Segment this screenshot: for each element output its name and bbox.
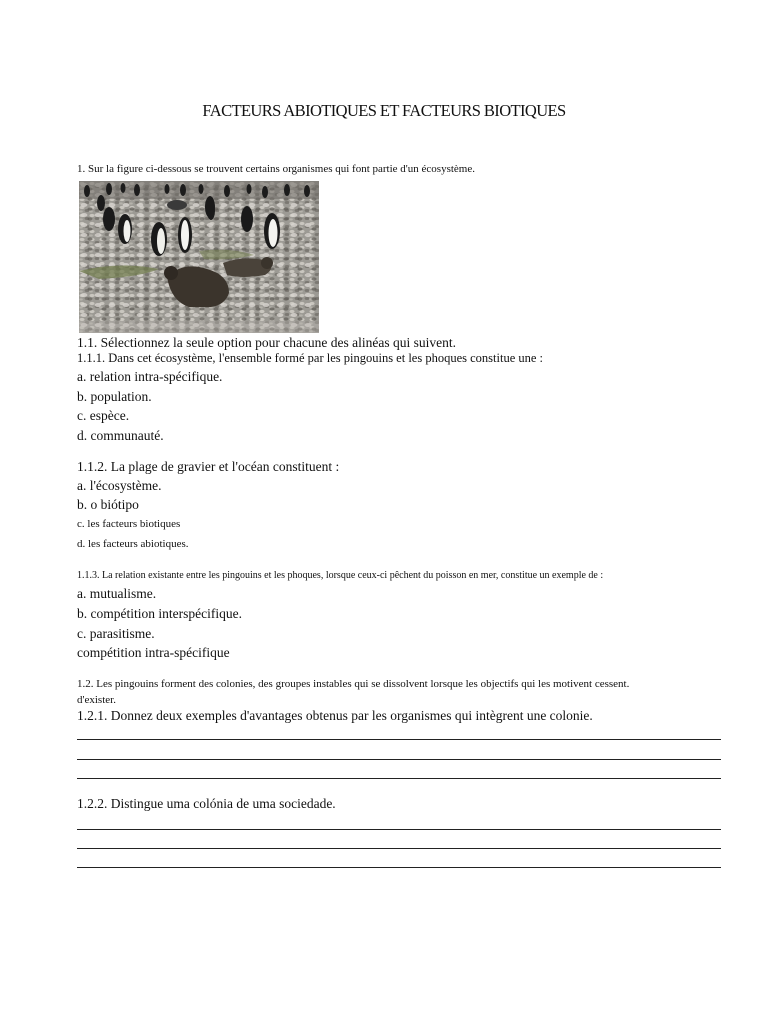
question-1-1-2: 1.1.2. La plage de gravier et l'océan constituent : [77, 459, 340, 474]
answer-line[interactable] [77, 848, 721, 849]
question-1-1-3: 1.1.3. La relation existante entre les pingouins et les phoques, lorsque ceux-ci pêchent du poisson en mer, constitue un exemple de : [77, 570, 604, 581]
option-1-1-2-a: a. l'écosystème. [77, 478, 162, 493]
option-1-1-1-d: d. communauté. [77, 428, 164, 443]
option-1-1-1-c: c. espèce. [77, 408, 130, 423]
option-1-1-3-d: compétition intra-spécifique [77, 645, 230, 660]
question-1-2-intro-continued: d'exister. [77, 694, 116, 706]
option-1-1-3-b: b. compétition interspécifique. [77, 606, 242, 621]
option-1-1-2-b: b. o biótipo [77, 497, 139, 512]
answer-line[interactable] [77, 867, 721, 868]
page-title: FACTEURS ABIOTIQUES ET FACTEURS BIOTIQUES [202, 101, 566, 120]
answer-line[interactable] [77, 778, 721, 779]
option-1-1-1-b: b. population. [77, 389, 152, 404]
penguins-seals-photo [79, 181, 319, 333]
option-1-1-2-d: d. les facteurs abiotiques. [77, 538, 189, 550]
question-1-1-instruction: 1.1. Sélectionnez la seule option pour chacune des alinéas qui suivent. [77, 335, 457, 350]
question-1-2-2: 1.2.2. Distingue uma colónia de uma sociedade. [77, 796, 336, 811]
option-1-1-1-a: a. relation intra-spécifique. [77, 369, 223, 384]
question-1-intro: 1. Sur la figure ci-dessous se trouvent certains organismes qui font partie d'un écosystème. [77, 163, 475, 175]
answer-line[interactable] [77, 739, 721, 740]
option-1-1-2-c: c. les facteurs biotiques [77, 518, 181, 530]
answer-line[interactable] [77, 829, 721, 830]
option-1-1-3-c: c. parasitisme. [77, 626, 155, 641]
option-1-1-3-a: a. mutualisme. [77, 586, 157, 601]
question-1-2-intro: 1.2. Les pingouins forment des colonies, des groupes instables qui se dissolvent lorsque les objectifs qui les motivent cessent. [77, 678, 630, 690]
question-1-1-1: 1.1.1. Dans cet écosystème, l'ensemble formé par les pingouins et les phoques constitue une : [77, 351, 544, 365]
question-1-2-1: 1.2.1. Donnez deux exemples d'avantages obtenus par les organismes qui intègrent une colonie. [77, 708, 593, 723]
answer-line[interactable] [77, 759, 721, 760]
